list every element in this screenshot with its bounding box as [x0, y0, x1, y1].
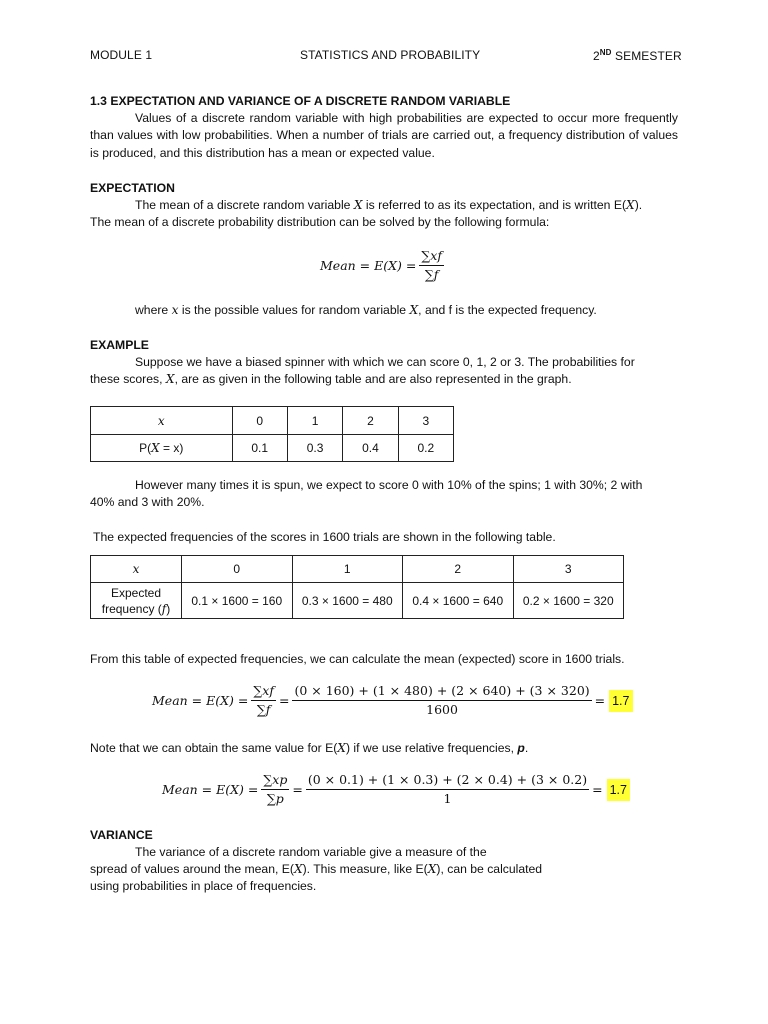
- eq1-fraction: [251, 683, 276, 718]
- example-line2-b: , are as given in the following table and are also represented in the graph.: [174, 372, 572, 386]
- example-line2-a: these scores,: [90, 372, 166, 386]
- table-cell: 0.1 × 1600 = 160: [182, 583, 293, 619]
- table-cell: 2: [403, 556, 514, 583]
- where-a: where: [135, 303, 172, 317]
- p-label-a: P(: [139, 441, 152, 455]
- note-b: ) if we use relative frequencies,: [345, 741, 518, 755]
- expectation-line1-a: The mean of a discrete random variable: [135, 198, 354, 212]
- example-line2: [90, 371, 572, 388]
- expectation-line2: The mean of a discrete probability distribution can be solved by the following formula:: [90, 215, 550, 229]
- table-row: [91, 583, 624, 619]
- var-X: X: [427, 862, 437, 876]
- header-subject: STATISTICS AND PROBABILITY: [300, 48, 481, 62]
- table-cell: 0: [232, 407, 287, 435]
- p-label-c: = x): [159, 441, 184, 455]
- table-row: [91, 435, 454, 462]
- table-cell: 0.2 × 1600 = 320: [513, 583, 624, 619]
- section-title: 1.3 EXPECTATION AND VARIANCE OF A DISCRETE RANDOM VARIABLE: [90, 94, 511, 108]
- eq2-result-highlight: 1.7: [607, 779, 630, 801]
- eq2-calc-num: (0 × 0.1) + (1 × 0.3) + (2 × 0.4) + (3 × 0.2): [306, 772, 589, 790]
- expectation-line1-c: ).: [634, 198, 643, 212]
- table-cell: 0: [182, 556, 293, 583]
- intro-text: Values of a discrete random variable with high probabilities are expected to occur more frequently than values with low probabilities. When a number of trials are carried out, a frequency distribution of values is produced, and this distribution has a mean or expected value.: [90, 111, 678, 160]
- expected-frequency-table: [90, 555, 624, 619]
- var-X: X: [337, 741, 346, 755]
- eq1-lhs: Mean = E(X) =: [152, 693, 249, 708]
- spins-line1: However many times it is spun, we expect to score 0 with 10% of the spins; 1 with 30%; 2 with: [135, 478, 643, 492]
- mean-formula-fraction: [419, 248, 444, 283]
- where-b: is the possible values for random variable: [178, 303, 410, 317]
- freq-label-a: Expected: [110, 585, 162, 600]
- example-line1: Suppose we have a biased spinner with which we can score 0, 1, 2 or 3. The probabilities for: [135, 355, 635, 369]
- table-cell: 2: [343, 407, 398, 435]
- table-cell: 0.3: [287, 435, 342, 462]
- example-heading: EXAMPLE: [90, 338, 149, 352]
- semester-suffix: ND: [599, 48, 612, 57]
- semester-word: SEMESTER: [611, 49, 682, 63]
- mean-formula-num: ∑xf: [419, 248, 444, 266]
- variance-line3: using probabilities in place of frequencies.: [90, 879, 317, 893]
- table-row: [91, 407, 454, 435]
- where-c: , and f is the expected frequency.: [418, 303, 597, 317]
- calc-intro: From this table of expected frequencies, we can calculate the mean (expected) score in 1600 trials.: [90, 652, 625, 666]
- semester-number: 2: [593, 49, 600, 63]
- expectation-heading: EXPECTATION: [90, 181, 175, 195]
- mean-formula-lhs: Mean = E(X) =: [320, 258, 417, 273]
- eq1-calc-num: (0 × 160) + (1 × 480) + (2 × 640) + (3 × 320): [292, 683, 591, 701]
- eq1-den: ∑f: [256, 702, 271, 717]
- var-X: X: [409, 303, 419, 317]
- var-X: X: [626, 198, 635, 212]
- table-cell: 3: [398, 407, 453, 435]
- variance-line2-b: ). This measure, like E(: [302, 862, 428, 876]
- p-label-b: X: [151, 441, 160, 455]
- var-X: X: [293, 862, 303, 876]
- variance-line2-c: ), can be calculated: [436, 862, 543, 876]
- table-header-p: [91, 435, 233, 462]
- variance-line2: [90, 861, 542, 878]
- freq-label-c: f: [161, 601, 167, 616]
- eq2-calc-fraction: [306, 772, 589, 807]
- table-cell: 0.3 × 1600 = 480: [292, 583, 403, 619]
- freq-label-b: frequency (: [101, 601, 162, 616]
- table-cell: 0.4 × 1600 = 640: [403, 583, 514, 619]
- table-header-frequency: [91, 583, 182, 619]
- header-module: MODULE 1: [90, 48, 153, 62]
- probability-table: [90, 406, 454, 462]
- variance-line2-a: spread of values around the mean, E(: [90, 862, 294, 876]
- table-cell: 1: [292, 556, 403, 583]
- table-cell: 1: [287, 407, 342, 435]
- note-p: p: [517, 741, 525, 755]
- eq1-result-highlight: 1.7: [609, 690, 632, 712]
- header-semester: [593, 48, 682, 63]
- table-cell: 0.1: [232, 435, 287, 462]
- table-cell: 0.4: [343, 435, 398, 462]
- spins-line2: 40% and 3 with 20%.: [90, 495, 205, 509]
- relative-frequency-note: [90, 740, 528, 757]
- eq2-den: ∑p: [266, 791, 284, 806]
- mean-equation-frequencies: Mean = E(X) = $\frac{\sum xf}{\sum f}$ = $\frac{(0 \times 160) + (1 \times 480) + (2 \times 640) + (3 \times 320)}{1600}$ = 1.7: [152, 683, 633, 718]
- eq2-lhs: Mean = E(X) =: [162, 782, 259, 797]
- note-a: Note that we can obtain the same value for E(: [90, 741, 338, 755]
- table-row: [91, 556, 624, 583]
- freq-label-d: ): [166, 601, 171, 616]
- expectation-line1-b: is referred to as its expectation, and is written E(: [362, 198, 627, 212]
- eq2-calc-den: 1: [443, 791, 452, 806]
- intro-paragraph: [90, 110, 678, 162]
- mean-formula-den: ∑f: [424, 267, 439, 282]
- expectation-line1: [135, 197, 642, 214]
- frequencies-intro: The expected frequencies of the scores in 1600 trials are shown in the following table.: [93, 530, 556, 544]
- var-x: x: [171, 303, 179, 317]
- where-line: [135, 302, 597, 319]
- eq1-num: ∑xf: [251, 683, 276, 701]
- table-header-x: x: [91, 556, 182, 583]
- eq1-calc-fraction: [292, 683, 591, 718]
- table-header-x: x: [91, 407, 233, 435]
- variance-line1: The variance of a discrete random variable give a measure of the: [135, 845, 487, 859]
- eq2-fraction: [261, 772, 289, 807]
- eq1-calc-den: 1600: [426, 702, 458, 717]
- variance-heading: VARIANCE: [90, 828, 153, 842]
- mean-formula: [320, 248, 447, 283]
- note-d: .: [524, 741, 529, 755]
- var-X: X: [353, 198, 363, 212]
- table-cell: 0.2: [398, 435, 453, 462]
- table-cell: 3: [513, 556, 624, 583]
- mean-equation-probabilities: Mean = E(X) = $\frac{\sum xp}{\sum p}$ = $\frac{(0 \times 0.1) + (1 \times 0.3) + (2 \times 0.4) + (3 \times 0.2)}{1}$ = 1.7: [162, 772, 630, 807]
- eq2-num: ∑xp: [261, 772, 289, 790]
- var-X: X: [165, 372, 175, 386]
